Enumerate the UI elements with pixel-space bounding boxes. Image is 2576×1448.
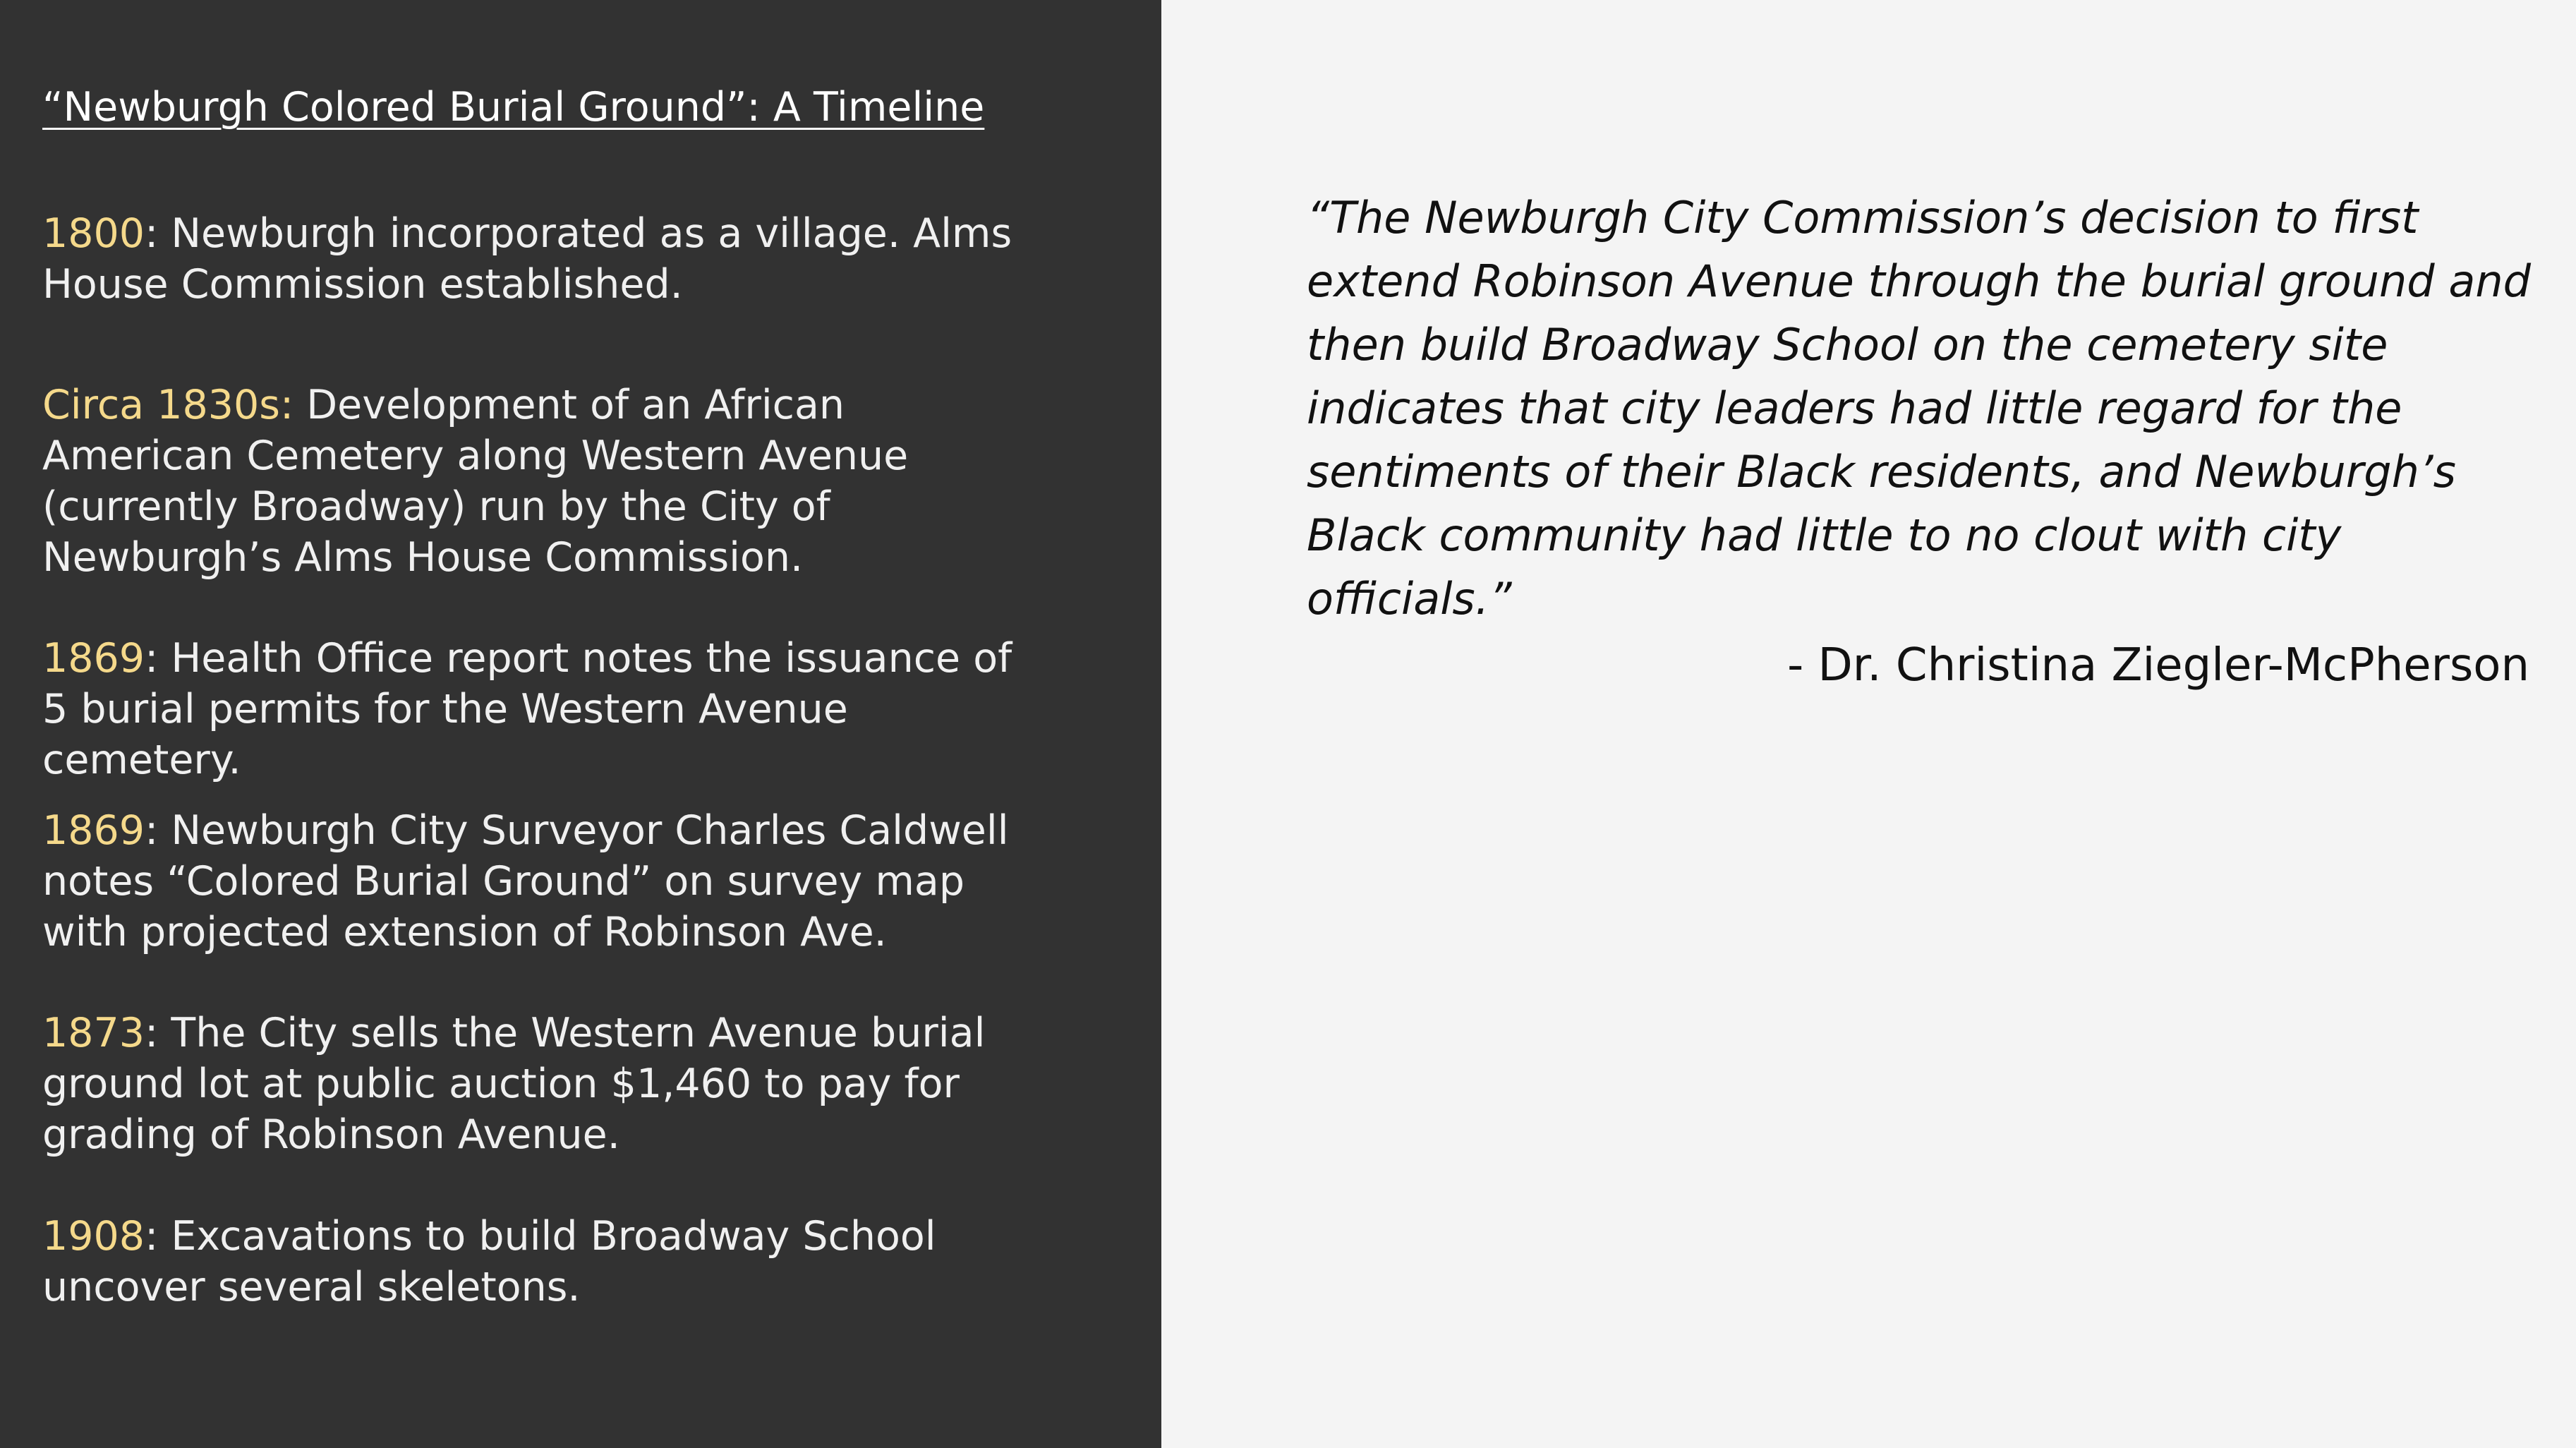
pull-quote: “The Newburgh City Commission’s decision to first extend Robinson Avenue through the burial ground and then build Broadway School on the cemetery site indicates that city leaders had little regard for the sentiments of their Black residents, and Newburgh’s Black community had little to no clout with city officials.” [1307, 192, 2531, 625]
timeline-entry-text: Excavations to build Broadway School uncover several skeletons. [42, 1213, 936, 1310]
timeline-entry-year: Circa 1830s: [42, 382, 294, 428]
timeline-entry-separator: : [145, 635, 159, 682]
timeline-title: “Newburgh Colored Burial Ground”: A Timeline [42, 84, 985, 131]
timeline-entry-1800 [42, 208, 1016, 310]
timeline-entry-year: 1873 [42, 1010, 145, 1056]
timeline-entry-1873 [42, 1008, 1016, 1160]
timeline-entry-text: Development of an African American Cemetery along Western Avenue (currently Broadway) run by the City of Newburgh’s Alms House Commission. [42, 382, 909, 581]
timeline-entry-separator: : [145, 1010, 159, 1056]
timeline-entry-separator: : [145, 210, 159, 257]
timeline-entry-year: 1908 [42, 1213, 145, 1260]
timeline-entry-1869-survey-map [42, 805, 1016, 958]
timeline-entry-text: The City sells the Western Avenue burial ground lot at public auction $1,460 to pay for grading of Robinson Avenue. [42, 1010, 986, 1158]
timeline-entry-year: 1869 [42, 807, 145, 854]
timeline-entry-circa-1830s [42, 380, 1016, 583]
timeline-entry-1869-health-office [42, 633, 1016, 785]
timeline-panel [0, 0, 1161, 1448]
timeline-entry-text: Health Office report notes the issuance of 5 burial permits for the Western Avenue cemetery. [42, 635, 1012, 783]
timeline-entry-year: 1800 [42, 210, 145, 257]
timeline-entry-1908 [42, 1211, 1016, 1313]
timeline-entry-year: 1869 [42, 635, 145, 682]
timeline-entry-text: Newburgh City Surveyor Charles Caldwell notes “Colored Burial Ground” on survey map with projected extension of Robinson Ave. [42, 807, 1009, 955]
timeline-entry-separator: : [145, 807, 159, 854]
timeline-entry-separator: : [145, 1213, 159, 1260]
timeline-entry-text: Newburgh incorporated as a village. Alms House Commission established. [42, 210, 1012, 308]
quote-attribution: - Dr. Christina Ziegler-McPherson [1787, 639, 2529, 692]
